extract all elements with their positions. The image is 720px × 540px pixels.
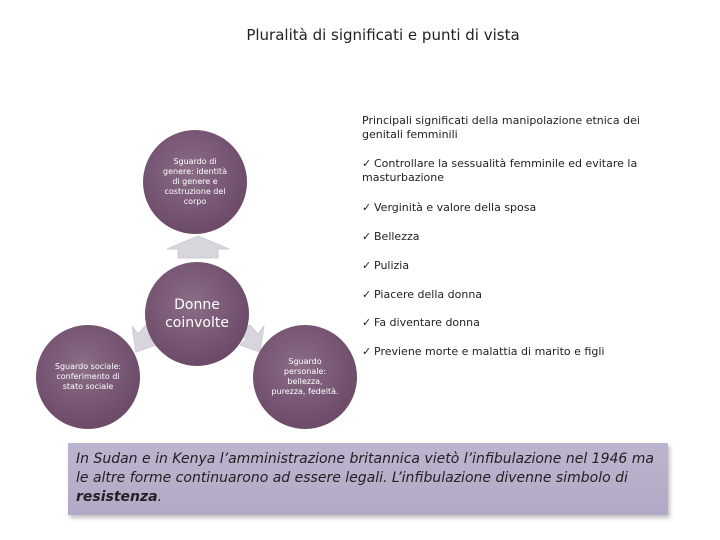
list-item-text: Bellezza	[374, 230, 420, 243]
circle-text-line: conferimento di	[56, 372, 120, 381]
circle-personal-view	[253, 325, 357, 429]
list-item-text: Controllare la sessualità femminile ed evitare la masturbazione	[362, 157, 638, 184]
circle-text-line: Sguardo di	[173, 157, 217, 166]
checkmark-icon: ✓	[362, 345, 372, 358]
checkmark-icon: ✓	[362, 316, 372, 329]
list-item	[362, 316, 662, 330]
callout-end: .	[157, 489, 163, 505]
checkmark-icon: ✓	[362, 259, 372, 272]
checkmark-icon: ✓	[362, 288, 372, 301]
list-item-text: Verginità e valore della sposa	[374, 201, 537, 214]
list-item-text: Previene morte e malattia di marito e figli	[374, 345, 605, 358]
circle-text-line: corpo	[183, 197, 207, 206]
list-item-text: Piacere della donna	[374, 288, 483, 301]
list-title: Principali significati della manipolazione etnica dei genitali femminili	[362, 114, 640, 141]
list-item	[362, 230, 662, 244]
circle-gender-view	[143, 130, 247, 234]
arrow-up	[167, 236, 229, 258]
callout-box	[68, 443, 668, 515]
circle-social-view	[36, 325, 140, 429]
circle-text-line: personale:	[283, 367, 327, 376]
circle-text-line: coinvolte	[165, 315, 229, 331]
list-item-text: Fa diventare donna	[374, 316, 480, 329]
callout-text: In Sudan e in Kenya l’amministrazione britannica vietò l’infibulazione nel 1946 ma le altre forme continuarono ad essere legali. L’infibulazione divenne simbolo di	[76, 451, 654, 486]
list-item-text: Pulizia	[374, 259, 410, 272]
list-item	[362, 288, 662, 302]
circle-text-line: Donne	[174, 297, 220, 313]
checkmark-icon: ✓	[362, 157, 372, 170]
circle-text-line: stato sociale	[62, 382, 114, 391]
slide-title: Pluralità di significati e punti di vista	[246, 26, 520, 44]
circle-text-line: di genere e	[172, 177, 218, 186]
list-item	[362, 259, 662, 273]
circle-text-line: bellezza,	[287, 377, 323, 386]
circle-text-line: purezza, fedeltà.	[271, 387, 339, 396]
circle-text-line: Sguardo sociale:	[54, 362, 122, 371]
circle-text-line: Sguardo	[288, 357, 322, 366]
circle-text-line: costruzione del	[164, 187, 226, 196]
list-item	[362, 201, 662, 215]
checkmark-icon: ✓	[362, 201, 372, 214]
callout-emphasis: resistenza	[76, 489, 158, 505]
list-item	[362, 157, 662, 185]
circle-women-involved	[145, 262, 249, 366]
circle-text-line: genere: identità	[163, 167, 227, 176]
checkmark-icon: ✓	[362, 230, 372, 243]
list-item	[362, 345, 662, 359]
